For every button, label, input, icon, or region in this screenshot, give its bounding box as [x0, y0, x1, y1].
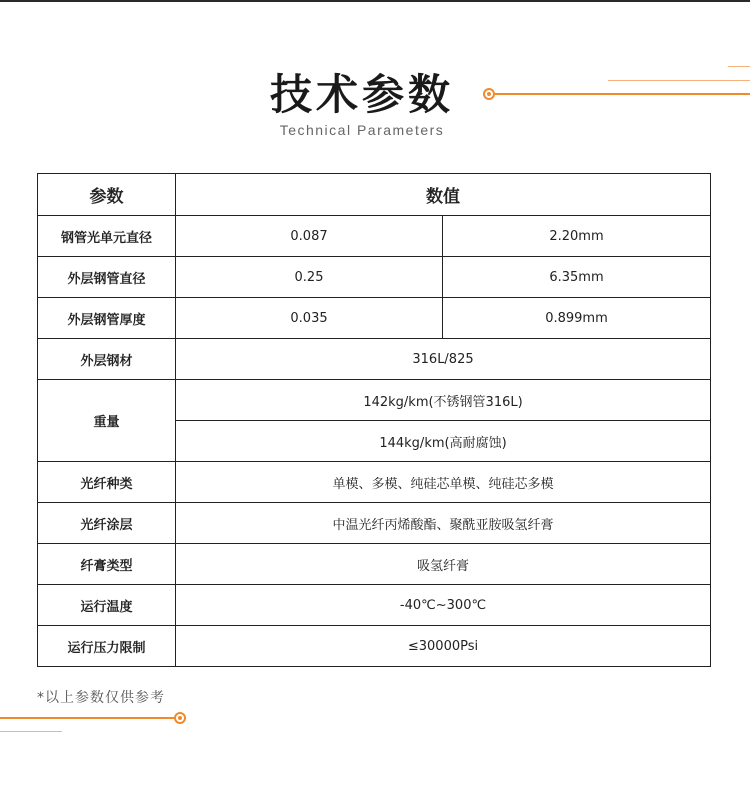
header-value: 数值 [176, 174, 711, 216]
row-label: 运行压力限制 [38, 626, 176, 667]
row-value: 0.25 [176, 257, 443, 298]
row-value: -40℃~300℃ [176, 585, 711, 626]
row-value: 0.899mm [443, 298, 711, 339]
decor-ring-icon-bottom [174, 712, 186, 724]
top-border-line [0, 0, 750, 2]
row-value: 0.035 [176, 298, 443, 339]
row-label: 钢管光单元直径 [38, 216, 176, 257]
row-value: 吸氢纤膏 [176, 544, 711, 585]
row-value: 142kg/km(不锈钢管316L) [176, 380, 711, 421]
row-value: 0.087 [176, 216, 443, 257]
row-value: 6.35mm [443, 257, 711, 298]
decor-thin-line-top-2 [728, 66, 750, 67]
page-title: 技术参数 [269, 70, 454, 119]
row-value: ≤30000Psi [176, 626, 711, 667]
row-label: 运行温度 [38, 585, 176, 626]
table-row [38, 216, 711, 257]
page-subtitle: Technical Parameters [279, 122, 445, 138]
decor-ring-icon-top [483, 88, 495, 100]
decor-thin-line-bottom [0, 731, 62, 732]
table-row [38, 544, 711, 585]
header-param: 参数 [38, 174, 176, 216]
row-value: 2.20mm [443, 216, 711, 257]
table-row [38, 626, 711, 667]
decor-thin-line-top [608, 80, 750, 81]
row-label: 外层钢材 [38, 339, 176, 380]
table-row [38, 585, 711, 626]
table-row [38, 298, 711, 339]
parameters-table [37, 173, 711, 667]
row-value: 144kg/km(高耐腐蚀) [176, 421, 711, 462]
disclaimer-note: *以上参数仅供参考 [37, 690, 165, 706]
row-value: 中温光纤丙烯酸酯、聚酰亚胺吸氢纤膏 [176, 503, 711, 544]
table-row [38, 339, 711, 380]
row-label: 光纤涂层 [38, 503, 176, 544]
row-label: 外层钢管直径 [38, 257, 176, 298]
row-label: 光纤种类 [38, 462, 176, 503]
row-label: 重量 [38, 380, 176, 462]
table-row [38, 380, 711, 421]
table-row [38, 503, 711, 544]
table-header-row [38, 174, 711, 216]
row-label: 外层钢管厚度 [38, 298, 176, 339]
decor-line-top [495, 93, 750, 95]
row-value: 316L/825 [176, 339, 711, 380]
decor-line-bottom [0, 717, 176, 719]
row-label: 纤膏类型 [38, 544, 176, 585]
table-row [38, 462, 711, 503]
row-value: 单模、多模、纯硅芯单模、纯硅芯多模 [176, 462, 711, 503]
table-row [38, 257, 711, 298]
